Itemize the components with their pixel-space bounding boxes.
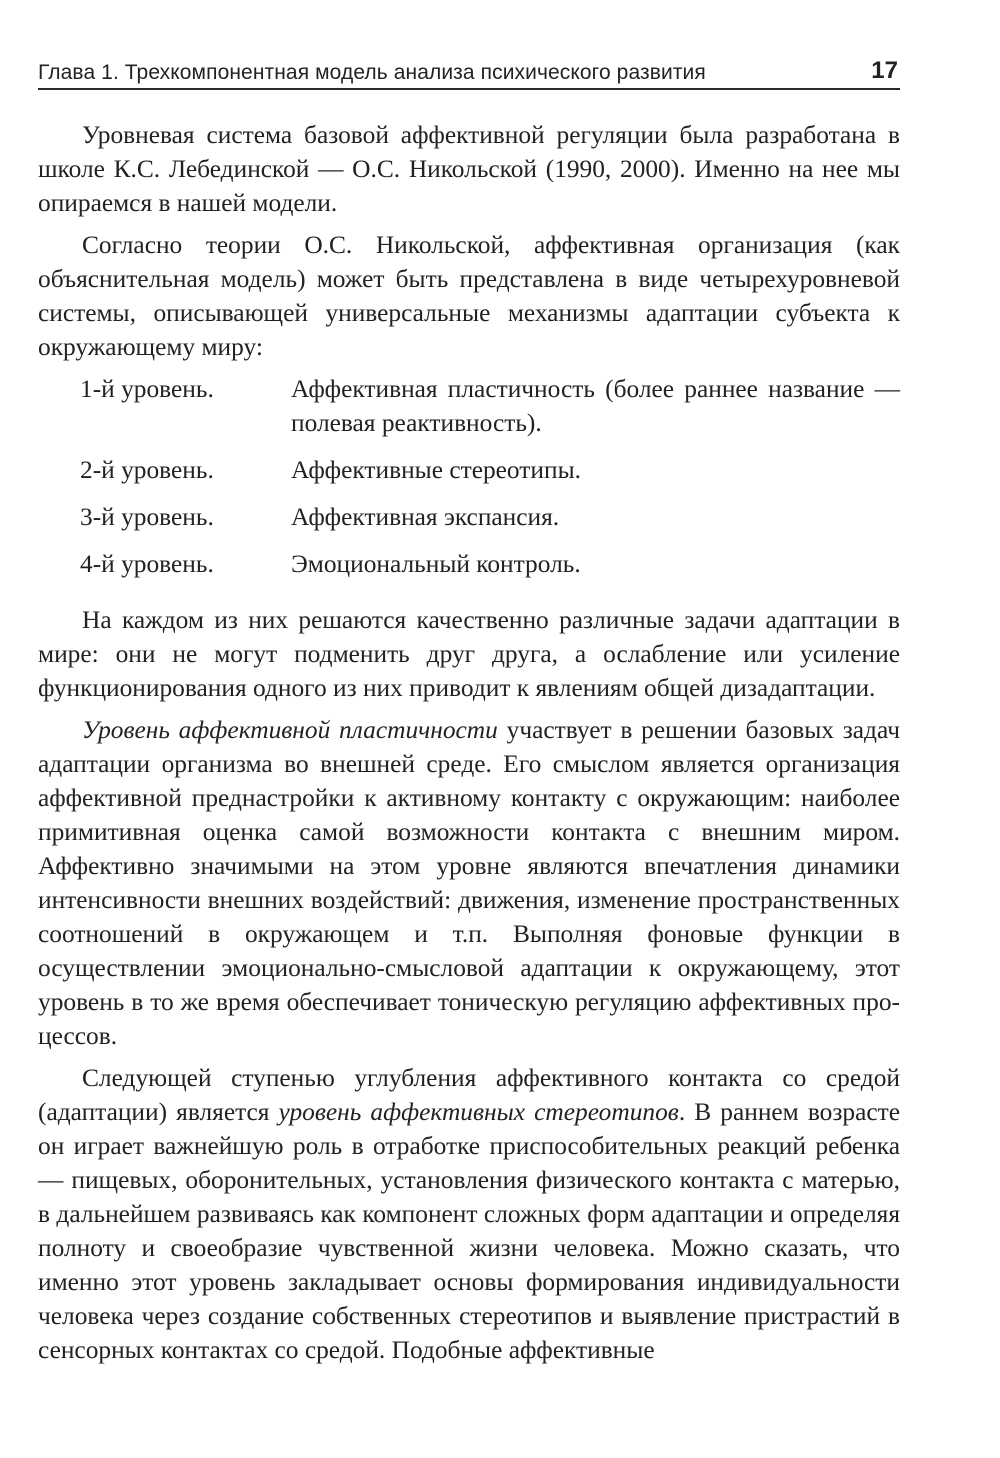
- list-item-level-1: [38, 372, 900, 440]
- book-page: [38, 40, 900, 1375]
- level-description: Аффективные стереотипы.: [291, 456, 581, 484]
- paragraph-nikolskaya-theory: Согласно теории О.С. Никольской, аффективная организация (как объяснительная модель) может быть представлена в виде четырехуровневой системы, описывающей универсальные механизмы адаптации субъекта к окружающему миру:: [38, 231, 900, 361]
- level-label: 2-й уровень.: [80, 456, 214, 484]
- paragraph-text: Следующей ступенью углубления аффективного контакта со средой (адаптации) является: [38, 1064, 900, 1126]
- list-item-level-3: [38, 500, 900, 534]
- level-label: 1-й уровень.: [80, 375, 214, 403]
- affective-levels-list: [38, 372, 900, 581]
- paragraph-text: участвует в решении базовых задач адаптации организма во внешней среде. Его смыслом является организация аффективной преднастройки к активному контакту с окружающим: наиболее примитивная оценка самой возможности контакта с внешним миром. Аффективно значимыми на этом уровне являются впечатления динамики интенсивности внешних воздействий: движения, изменение пространственных соотношений в окружающем и т.п. Выполняя фоновые функции в осуществлении эмоционально-смысловой адаптации к окружающему, этот уровень в то же время обеспечивает тоническую регуляцию аффективных процессов.: [38, 716, 900, 1050]
- term-affective-plasticity: Уровень аффективной пластичности: [82, 716, 498, 744]
- paragraph-affective-plasticity: [38, 713, 900, 1053]
- level-description: Аффективная экспансия.: [291, 503, 560, 531]
- body-text: [38, 118, 900, 1367]
- list-item-level-2: [38, 453, 900, 487]
- paragraph-basic-regulation: Уровневая система базовой аффективной регуляции была разработана в школе К.С. Лебединской — О.С. Никольской (1990, 2000). Именно на нее мы опираемся в нашей модели.: [38, 121, 900, 217]
- level-description: Эмоциональный контроль.: [291, 550, 581, 578]
- level-description: Аффективная пластичность (более раннее название — полевая реактивность).: [291, 375, 900, 437]
- chapter-running-title: Глава 1. Трехкомпонентная модель анализа психического развития: [38, 61, 706, 84]
- paragraph-levels-tasks: На каждом из них решаются качественно различные задачи адаптации в мире: они не могут подменить друг друга, а ослабление или усиление функционирования одного из них приводит к явлениям общей дизадаптации.: [38, 606, 900, 702]
- level-label: 4-й уровень.: [80, 550, 214, 578]
- list-item-level-4: [38, 547, 900, 581]
- level-label: 3-й уровень.: [80, 503, 214, 531]
- paragraph-affective-stereotypes: [38, 1061, 900, 1367]
- page-number: 17: [871, 57, 898, 84]
- term-affective-stereotypes: уровень аффективных стереотипов: [278, 1098, 679, 1126]
- running-head: [38, 40, 900, 90]
- paragraph-text: . В раннем возрасте он играет важнейшую роль в отработке приспособительных реакций ребенка — пищевых, оборонительных, установления физического контакта с матерью, в дальнейшем развиваясь как компонент сложных форм адаптации и определяя полноту и своеобразие чувственной жизни человека. Можно сказать, что именно этот уровень закладывает основы формирования индивидуальности человека через создание собственных стереотипов и выявление пристрастий в сенсорных контактах со средой. Подобные аффективные: [38, 1098, 900, 1364]
